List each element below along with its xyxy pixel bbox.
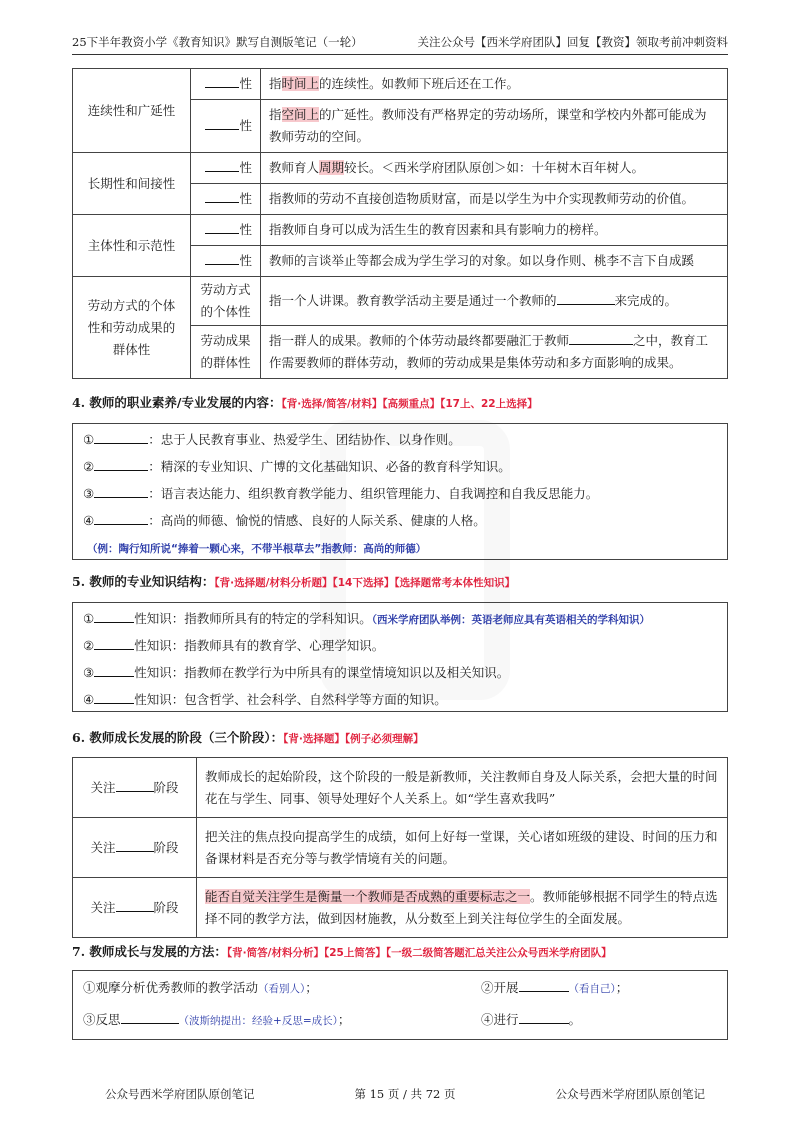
list-item: ④ ：高尚的师德、愉悦的情感、良好的人际关系、健康的人格。	[83, 513, 486, 528]
highlight: 空间上	[281, 107, 320, 122]
answer-blank[interactable]	[94, 485, 148, 498]
section-tags: 【背·选择题/材料分析题】【14下选择】【选择题常考本体性知识】	[214, 577, 516, 589]
answer-blank[interactable]	[519, 1011, 569, 1024]
page-footer	[105, 1086, 705, 1102]
category-cell: 劳动方式的个体性和劳动成果的群体性	[73, 277, 191, 379]
answer-blank[interactable]	[94, 512, 148, 525]
section-7-heading: 7. 教师成长与发展的方法：【背·简答/材料分析】【25上简答】【一级二级简答题汇总关注公众号西米学府团队】	[72, 944, 612, 959]
header-left: 25下半年教资小学《教育知识》默写自测版笔记（一轮）	[72, 35, 363, 49]
footer-left: 公众号西米学府团队原创笔记	[105, 1087, 255, 1101]
answer-blank[interactable]	[519, 979, 569, 992]
category-cell: 连续性和广延性	[73, 69, 191, 153]
definition-cell: 指教师的劳动不直接创造物质财富，而是以学生为中介实现教师劳动的价值。	[261, 184, 728, 215]
list-item: ① 性知识：指教师所具有的特定的学科知识。（西米学府团队举例：英语老师应具有英语相关的学科知识）	[83, 611, 650, 626]
answer-blank[interactable]	[94, 691, 134, 704]
answer-blank[interactable]	[205, 117, 239, 130]
header-right: 关注公众号【西米学府团队】回复【教资】领取考前冲刺资料	[417, 35, 728, 49]
example-note: （西米学府团队举例：英语老师应具有英语相关的学科知识）	[371, 614, 650, 626]
stage-cell: 关注 阶段	[73, 878, 197, 938]
answer-blank[interactable]	[116, 839, 154, 852]
stage-cell: 关注 阶段	[73, 758, 197, 818]
definition-cell: 教师的言谈举止等都会成为学生学习的对象。如以身作则、桃李不言下自成蹊	[261, 246, 728, 277]
list-item: ② 性知识：指教师具有的教育学、心理学知识。	[83, 638, 385, 653]
definition-cell: 教师育人周期较长。＜西米学府团队原创＞如：十年树木百年树人。	[261, 153, 728, 184]
definition-cell: 指空间上的广延性。教师没有严格界定的劳动场所，课堂和学校内外都可能成为教师劳动的空间。	[261, 100, 728, 153]
page-number: 第 15 页 / 共 72 页	[354, 1087, 456, 1101]
answer-blank[interactable]	[205, 159, 239, 172]
answer-blank[interactable]	[94, 431, 148, 444]
definition-cell: 指教师自身可以成为活生生的教育因素和具有影响力的榜样。	[261, 215, 728, 246]
footer-right: 公众号西米学府团队原创笔记	[555, 1087, 705, 1101]
method-note: （看自己）	[568, 983, 616, 995]
section-6-heading: 6. 教师成长发展的阶段（三个阶段）：【背·选择题】【例子必须理解】	[72, 730, 424, 745]
growth-stages-table	[72, 757, 728, 938]
answer-blank[interactable]	[205, 221, 239, 234]
stage-cell: 关注 阶段	[73, 818, 197, 878]
method-note: （波斯纳提出：经验+反思=成长）	[178, 1015, 338, 1027]
teacher-labor-table: 连续性和广延性 性 指时间上的连续性。如教师下班后还在工作。 性 指空间上的广延性。教师没有严格界定的劳动场所，课堂和学校内外都可能成为教师劳动的空间。 长期性和间接性 性 教师育人周期较长。＜西米学府团队原创＞如：十年树木百年树人。 性 指教师的劳动不直接创造物质财富，而是以学生为中介实现教师劳动的价值。 主体性和示范性 性 指教师自身可以成为活生生的教育因素和具有影响力的榜样。 性 教师的言谈举止等都会成为学生学习的对象。如以身作则、桃李不言下自成蹊 劳动方式的个体性和劳动成果的群体性 劳动方式的个体性 指一个人讲课。教育教学活动主要是通过一个教师的 来完成的。 劳动成果的群体性 指一群人的成果。教师的个体劳动最终都要融汇于教师 之中，教育工作需要教师的群体劳动，教师的劳动成果是集体劳动和多方面影响的成果。	[72, 68, 728, 379]
section-5-box	[72, 602, 728, 712]
method-item: ①观摩分析优秀教师的教学活动（看别人）；	[83, 980, 318, 995]
stage-description: 把关注的焦点投向提高学生的成绩，如何上好每一堂课，关心诸如班级的建设、时间的压力和备课材料是否充分等与教学情境有关的问题。	[197, 818, 728, 878]
page-header	[72, 34, 728, 55]
answer-blank[interactable]	[205, 75, 239, 88]
answer-blank[interactable]	[205, 190, 239, 203]
section-tags: 【背·选择题】【例子必须理解】	[283, 733, 424, 745]
answer-blank[interactable]	[94, 458, 148, 471]
answer-blank[interactable]	[116, 779, 154, 792]
subcategory-cell: 劳动成果的群体性	[191, 326, 261, 379]
method-item: ②开展 （看自己）；	[481, 980, 629, 995]
definition-cell: 指时间上的连续性。如教师下班后还在工作。	[261, 69, 728, 100]
subcategory-cell: 劳动方式的个体性	[191, 277, 261, 326]
answer-blank[interactable]	[94, 610, 134, 623]
list-item: ④ 性知识：包含哲学、社会科学、自然科学等方面的知识。	[83, 692, 447, 707]
highlight: 能否自觉关注学生是衡量一个教师是否成熟的重要标志之一	[205, 888, 531, 904]
stage-description: 能否自觉关注学生是衡量一个教师是否成熟的重要标志之一。教师能够根据不同学生的特点选择不同的教学方法，做到因材施教，从分数至上到关注每位学生的全面发展。	[197, 878, 728, 938]
highlight: 周期	[319, 160, 345, 175]
list-item: ③ ：语言表达能力、组织教育教学能力、组织管理能力、自我调控和自我反思能力。	[83, 486, 599, 501]
answer-blank[interactable]	[569, 332, 633, 345]
answer-blank[interactable]	[121, 1011, 179, 1024]
answer-blank[interactable]	[205, 252, 239, 265]
definition-cell: 指一个人讲课。教育教学活动主要是通过一个教师的 来完成的。	[261, 277, 728, 326]
list-item: ② ：精深的专业知识、广博的文化基础知识、必备的教育科学知识。	[83, 459, 511, 474]
list-item: ③ 性知识：指教师在教学行为中所具有的课堂情境知识以及相关知识。	[83, 665, 510, 680]
answer-blank[interactable]	[557, 292, 615, 305]
method-note: （看别人）	[258, 983, 306, 995]
answer-blank[interactable]	[116, 899, 154, 912]
highlight: 时间上	[281, 76, 320, 91]
category-cell: 长期性和间接性	[73, 153, 191, 215]
list-item: ① ：忠于人民教育事业、热爱学生、团结协作、以身作则。	[83, 432, 461, 447]
definition-cell: 指一群人的成果。教师的个体劳动最终都要融汇于教师 之中，教育工作需要教师的群体劳动，教师的劳动成果是集体劳动和多方面影响的成果。	[261, 326, 728, 379]
stage-description: 教师成长的起始阶段，这个阶段的一般是新教师，关注教师自身及人际关系，会把大量的时间花在与学生、同事、领导处理好个人关系上。如“学生喜欢我吗”	[197, 758, 728, 818]
section-tags: 【背·选择/简答/材料】【高频重点】【17上、22上选择】	[281, 398, 538, 410]
section-5-heading: 5. 教师的专业知识结构：【背·选择题/材料分析题】【14下选择】【选择题常考本体性知识】	[72, 574, 516, 589]
section-4-box	[72, 423, 728, 560]
answer-blank[interactable]	[94, 664, 134, 677]
answer-blank[interactable]	[94, 637, 134, 650]
section-7-box	[72, 970, 728, 1040]
section-4-heading: 4. 教师的职业素养/专业发展的内容：【背·选择/简答/材料】【高频重点】【17上、22上选择】	[72, 395, 538, 410]
method-item: ④进行 。	[481, 1012, 582, 1027]
category-cell: 主体性和示范性	[73, 215, 191, 277]
example-note: （例：陶行知所说“捧着一颗心来，不带半根草去”指教师：高尚的师德）	[87, 543, 427, 555]
section-tags: 【背·简答/材料分析】【25上简答】【一级二级简答题汇总关注公众号西米学府团队】	[226, 947, 612, 959]
method-item: ③反思 （波斯纳提出：经验+反思=成长）；	[83, 1012, 351, 1027]
